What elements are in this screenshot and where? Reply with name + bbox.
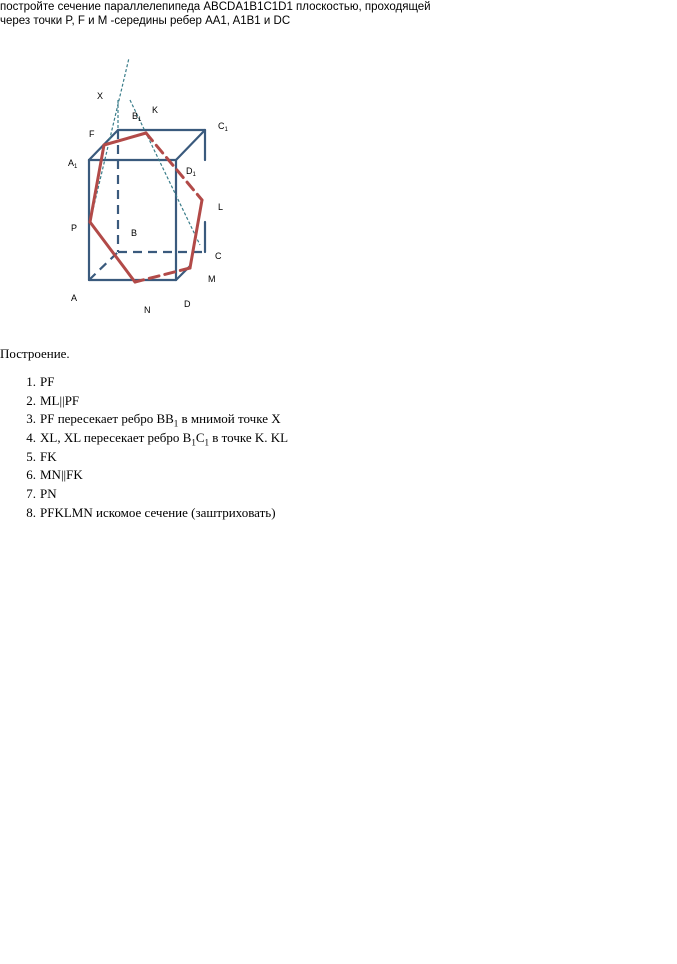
step-text-part: C bbox=[195, 430, 205, 446]
step-text-part: ML||PF bbox=[40, 392, 80, 408]
label-A: A bbox=[71, 293, 78, 303]
step-subscript: 1 bbox=[204, 437, 210, 448]
step-text bbox=[36, 374, 54, 389]
section-polygon bbox=[90, 133, 202, 282]
label-L: L bbox=[218, 202, 224, 212]
step-number: 5. bbox=[26, 448, 36, 464]
step-number: 8. bbox=[26, 504, 36, 520]
label-X: X bbox=[97, 91, 104, 101]
label-C: C bbox=[215, 251, 222, 261]
label-B1: $B_1$ bbox=[132, 111, 142, 123]
construction-step bbox=[0, 373, 288, 392]
step-text-part: PF пересекает ребро BB bbox=[40, 411, 174, 427]
step-text bbox=[36, 486, 57, 501]
step-text-part: MN||FK bbox=[40, 467, 83, 483]
label-C1: $C_1$ bbox=[218, 121, 228, 133]
step-text-part: FK bbox=[40, 448, 57, 464]
step-number: 3. bbox=[26, 411, 36, 427]
label-B: B bbox=[131, 228, 138, 238]
parallelepiped-figure bbox=[0, 40, 260, 330]
step-text-part: в точке K. KL bbox=[209, 430, 289, 446]
step-text bbox=[36, 430, 289, 448]
task-statement bbox=[0, 0, 470, 28]
construction-step bbox=[0, 485, 288, 504]
task-line-1: постройте сечение параллелепипеда ABCDA1B1C1D1 плоскостью, проходящей bbox=[0, 1, 431, 13]
task-line-2: через точки P, F и M -середины ребер AA1, A1B1 и DC bbox=[0, 15, 291, 27]
construction-step bbox=[0, 466, 288, 485]
construction-heading: Построение. bbox=[0, 346, 70, 361]
step-subscript: 1 bbox=[173, 418, 179, 429]
side-N-P bbox=[90, 222, 138, 282]
step-number: 4. bbox=[26, 430, 36, 446]
step-number: 7. bbox=[26, 486, 36, 502]
label-A1: $A_1$ bbox=[68, 158, 78, 170]
construction-step bbox=[0, 392, 288, 411]
construction-step bbox=[0, 429, 288, 448]
step-text bbox=[36, 505, 276, 520]
label-D: D bbox=[184, 299, 191, 309]
step-text-part: PFKLMN искомое сечение (заштриховать) bbox=[40, 504, 276, 520]
construction-step bbox=[0, 504, 288, 523]
step-text bbox=[36, 393, 79, 408]
label-K: K bbox=[152, 105, 159, 115]
construction-step bbox=[0, 410, 288, 429]
step-number: 1. bbox=[26, 374, 36, 389]
step-number: 6. bbox=[26, 467, 36, 483]
side-L-M bbox=[190, 200, 202, 268]
step-text-part: в мнимой точке X bbox=[178, 411, 281, 427]
label-F: F bbox=[89, 129, 95, 139]
step-subscript: 1 bbox=[191, 437, 196, 448]
step-text-part: PF bbox=[40, 374, 55, 389]
construction-step bbox=[0, 448, 288, 467]
label-N: N bbox=[144, 305, 151, 315]
construction-steps bbox=[0, 373, 288, 523]
edge-D1-C1 bbox=[176, 130, 205, 160]
label-D1: $D_1$ bbox=[186, 166, 196, 178]
step-number: 2. bbox=[26, 392, 36, 408]
step-text bbox=[36, 467, 83, 482]
step-text bbox=[36, 411, 281, 429]
step-text-part: XL, XL пересекает ребро B bbox=[40, 430, 192, 446]
label-P: P bbox=[71, 223, 78, 233]
label-M: M bbox=[208, 274, 216, 284]
step-text bbox=[36, 449, 57, 464]
edge-A-B bbox=[89, 252, 118, 280]
step-text-part: PN bbox=[40, 486, 57, 502]
